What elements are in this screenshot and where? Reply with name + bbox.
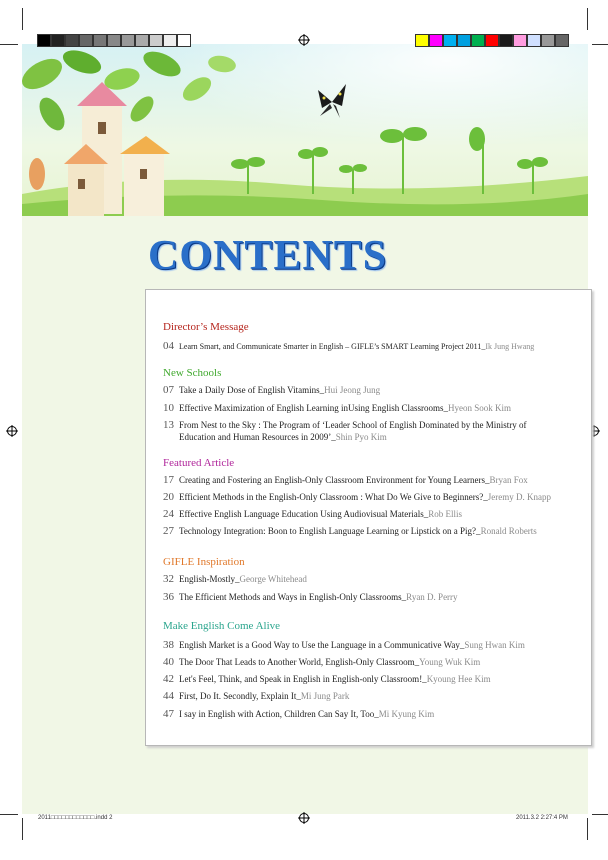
page-number: 17: [163, 474, 174, 486]
entry-title: The Efficient Methods and Ways in English-Only Classrooms_: [179, 592, 407, 602]
entry-author: George Whitehead: [239, 574, 307, 584]
header-illustration: [22, 44, 588, 216]
crop-mark: [22, 818, 23, 840]
entry-author: Hyeon Sook Kim: [448, 403, 512, 413]
entry-title: Let's Feel, Think, and Speak in English in English-only Classroom!_: [179, 674, 427, 684]
date-slug: 2011.3.2 2:27:4 PM: [516, 815, 568, 821]
crop-mark: [587, 818, 588, 840]
crop-mark: [592, 814, 608, 815]
entry-title: Effective Maximization of English Learning inUsing English Classrooms_: [179, 403, 449, 413]
page-number: 38: [163, 639, 174, 651]
toc-entry[interactable]: [163, 419, 527, 431]
crop-mark: [592, 44, 608, 45]
entry-author: Mi Kyung Kim: [378, 709, 435, 719]
entry-author: Bryan Fox: [489, 475, 528, 485]
entry-author: Mi Jung Park: [300, 691, 350, 701]
toc-entry[interactable]: [163, 639, 525, 651]
toc-entry[interactable]: [163, 340, 534, 353]
entry-title: English Market is a Good Way to Use the Language in a Communicative Way_: [179, 640, 465, 650]
toc-entry[interactable]: [163, 508, 462, 520]
page-number: 32: [163, 573, 174, 585]
entry-author: Sung Hwan Kim: [464, 640, 525, 650]
crop-mark: [22, 8, 23, 30]
entry-title: Efficient Methods in the English-Only Classroom : What Do We Give to Beginners?_: [179, 492, 488, 502]
page-number: 44: [163, 690, 174, 702]
page-number: 20: [163, 491, 174, 503]
page-number: 10: [163, 402, 174, 414]
entry-author: Ik Jung Hwang: [485, 342, 535, 351]
page-number: 07: [163, 384, 174, 396]
entry-author: Rob Ellis: [428, 509, 463, 519]
entry-title: First, Do It. Secondly, Explain It_: [179, 691, 301, 701]
entry-author: Young Wuk Kim: [419, 657, 481, 667]
toc-entry-continuation: [179, 431, 387, 443]
page-number: 04: [163, 340, 174, 352]
entry-title: Creating and Fostering an English-Only Classroom Environment for Young Learners_: [179, 475, 490, 485]
toc-entry[interactable]: [163, 384, 380, 396]
entry-title: Take a Daily Dose of English Vitamins_: [179, 385, 325, 395]
page-number: 47: [163, 708, 174, 720]
page-number: 36: [163, 591, 174, 603]
file-slug: 2011□□□□□□□□□□□□.indd 2: [38, 815, 113, 821]
section-heading-new-schools: New Schools: [163, 367, 222, 379]
entry-author: Hui Jeong Jung: [324, 385, 381, 395]
registration-mark-icon: [6, 425, 18, 437]
entry-author: Ronald Roberts: [480, 526, 537, 536]
page-number: 42: [163, 673, 174, 685]
page-title: CONTENTS: [148, 233, 388, 279]
registration-mark-icon: [298, 812, 310, 824]
entry-title-line2: Education and Human Resources in 2009’_: [179, 432, 336, 442]
grayscale-color-bar: [37, 34, 191, 47]
page-number: 40: [163, 656, 174, 668]
cmyk-color-bar: [415, 34, 569, 47]
entry-title: The Door That Leads to Another World, English-Only Classroom_: [179, 657, 420, 667]
crop-mark: [0, 814, 18, 815]
toc-entry[interactable]: [163, 402, 511, 414]
page-number: 24: [163, 508, 174, 520]
spring-garden-illustration: [22, 44, 588, 216]
section-heading-directors-message: Director’s Message: [163, 321, 249, 333]
toc-entry[interactable]: [163, 591, 458, 603]
entry-title: English-Mostly_: [179, 574, 240, 584]
toc-entry[interactable]: [163, 474, 528, 486]
toc-entry[interactable]: [163, 656, 480, 668]
toc-entry[interactable]: [163, 573, 307, 585]
entry-author: Jeremy D. Knapp: [487, 492, 551, 502]
toc-entry[interactable]: [163, 525, 537, 537]
entry-author: Kyoung Hee Kim: [426, 674, 491, 684]
entry-author: Shin Pyo Kim: [335, 432, 387, 442]
entry-title: I say in English with Action, Children Can Say It, Too_: [179, 709, 379, 719]
registration-mark-icon: [298, 34, 310, 46]
entry-author: Ryan D. Perry: [406, 592, 458, 602]
entry-title: Effective English Language Education Using Audiovisual Materials_: [179, 509, 429, 519]
section-heading-make-english-come-alive: Make English Come Alive: [163, 620, 281, 632]
crop-mark: [0, 44, 18, 45]
section-heading-featured-article: Featured Article: [163, 457, 235, 469]
section-heading-gifle-inspiration: GIFLE Inspiration: [163, 556, 245, 568]
toc-entry[interactable]: [163, 491, 551, 503]
entry-title: From Nest to the Sky : The Program of ‘Leader School of English Dominated by the Ministry of: [179, 420, 527, 430]
entry-title: Learn Smart, and Communicate Smarter in English – GIFLE’s SMART Learning Project 2011_: [179, 342, 486, 351]
toc-entry[interactable]: [163, 673, 491, 685]
crop-mark: [587, 8, 588, 30]
toc-entry[interactable]: [163, 708, 434, 720]
page-number: 27: [163, 525, 174, 537]
toc-entry[interactable]: [163, 690, 349, 702]
page-number: 13: [163, 419, 174, 431]
entry-title: Technology Integration: Boon to English Language Learning or Lipstick on a Pig?_: [179, 526, 481, 536]
